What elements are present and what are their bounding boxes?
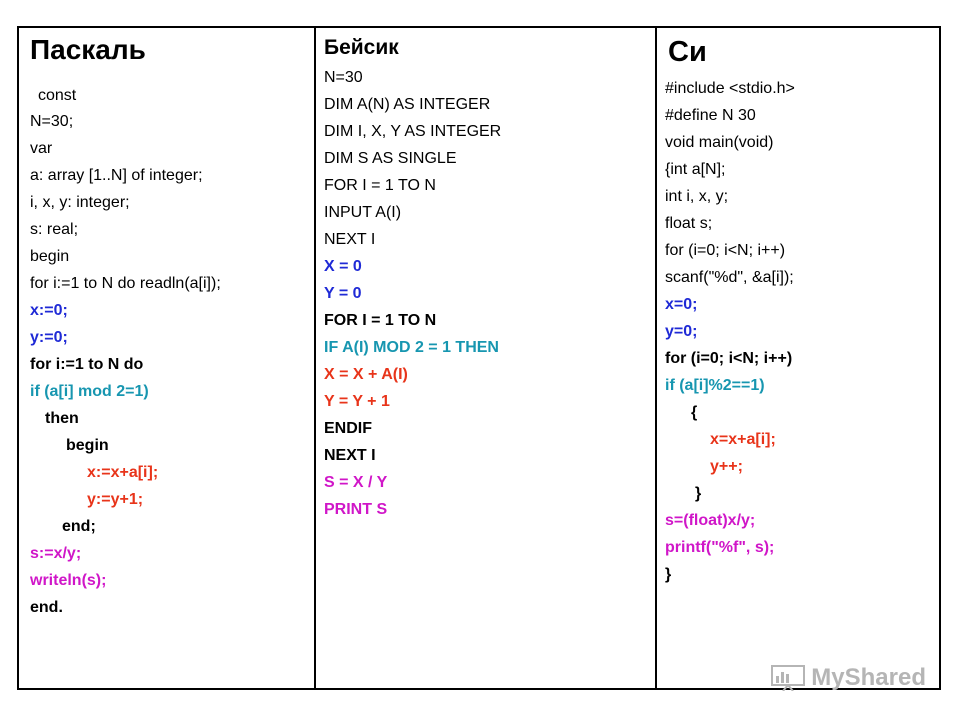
code-line: for i:=1 to N do readln(a[i]); [30, 275, 221, 292]
code-line: begin [66, 437, 109, 454]
watermark-text: MyShared [811, 664, 926, 691]
code-line: s:=x/y; [30, 545, 82, 562]
code-line: ENDIF [324, 420, 372, 437]
code-line: a: array [1..N] of integer; [30, 167, 203, 184]
code-line: float s; [665, 215, 713, 232]
code-line: INPUT A(I) [324, 204, 402, 221]
code-line: if (a[i]%2==1) [665, 377, 765, 394]
code-line: X = 0 [324, 258, 362, 275]
code-line: { [691, 404, 698, 421]
code-line: N=30 [324, 69, 363, 86]
code-line: scanf("%d", &a[i]); [665, 269, 794, 286]
code-line: if (a[i] mod 2=1) [30, 383, 149, 400]
basic-column [316, 28, 657, 688]
code-line: X = X + A(I) [324, 366, 408, 383]
code-line: for (i=0; i<N; i++) [665, 350, 793, 367]
code-line: #include <stdio.h> [665, 80, 795, 97]
basic-title: Бейсик [324, 36, 399, 59]
code-line: DIM A(N) AS INTEGER [324, 96, 491, 113]
code-line: void main(void) [665, 134, 774, 151]
code-line: var [30, 140, 53, 157]
code-line: y:=y+1; [87, 491, 144, 508]
myshared-watermark [771, 664, 926, 692]
pascal-column [19, 28, 316, 688]
code-comparison-table [17, 26, 941, 690]
pascal-title: Паскаль [30, 34, 146, 65]
code-line: x=x+a[i]; [710, 431, 776, 448]
code-line: y:=0; [30, 329, 68, 346]
c-title: Си [668, 36, 707, 68]
code-line: FOR I = 1 TO N [324, 312, 437, 329]
code-line: end; [62, 518, 96, 535]
code-line: DIM S AS SINGLE [324, 150, 457, 167]
code-line: x:=0; [30, 302, 68, 319]
code-line: s: real; [30, 221, 79, 238]
code-line: then [45, 410, 79, 427]
code-line: PRINT S [324, 501, 388, 518]
code-line: for i:=1 to N do [30, 356, 144, 373]
code-line: end. [30, 599, 63, 616]
code-line: printf("%f", s); [665, 539, 775, 556]
code-line: Y = Y + 1 [324, 393, 390, 410]
code-line: y++; [710, 458, 743, 475]
code-line: IF A(I) MOD 2 = 1 THEN [324, 339, 499, 356]
code-line: i, x, y: integer; [30, 194, 130, 211]
code-line: } [665, 566, 672, 583]
code-line: NEXT I [324, 231, 376, 248]
code-line: const [38, 87, 77, 104]
code-line: y=0; [665, 323, 698, 340]
code-line: writeln(s); [30, 572, 107, 589]
code-line: FOR I = 1 TO N [324, 177, 436, 194]
code-line: int i, x, y; [665, 188, 729, 205]
code-line: begin [30, 248, 70, 265]
code-line: s=(float)x/y; [665, 512, 756, 529]
code-line: N=30; [30, 113, 74, 130]
code-line: NEXT I [324, 447, 376, 464]
code-line: Y = 0 [324, 285, 362, 302]
code-line: } [695, 485, 702, 502]
code-line: x=0; [665, 296, 698, 313]
code-line: #define N 30 [665, 107, 756, 124]
code-line: for (i=0; i<N; i++) [665, 242, 786, 259]
code-line: DIM I, X, Y AS INTEGER [324, 123, 502, 140]
code-line: S = X / Y [324, 474, 388, 491]
code-line: x:=x+a[i]; [87, 464, 159, 481]
presentation-board-icon [771, 665, 805, 691]
c-column [657, 28, 939, 688]
code-line: {int a[N]; [665, 161, 726, 178]
